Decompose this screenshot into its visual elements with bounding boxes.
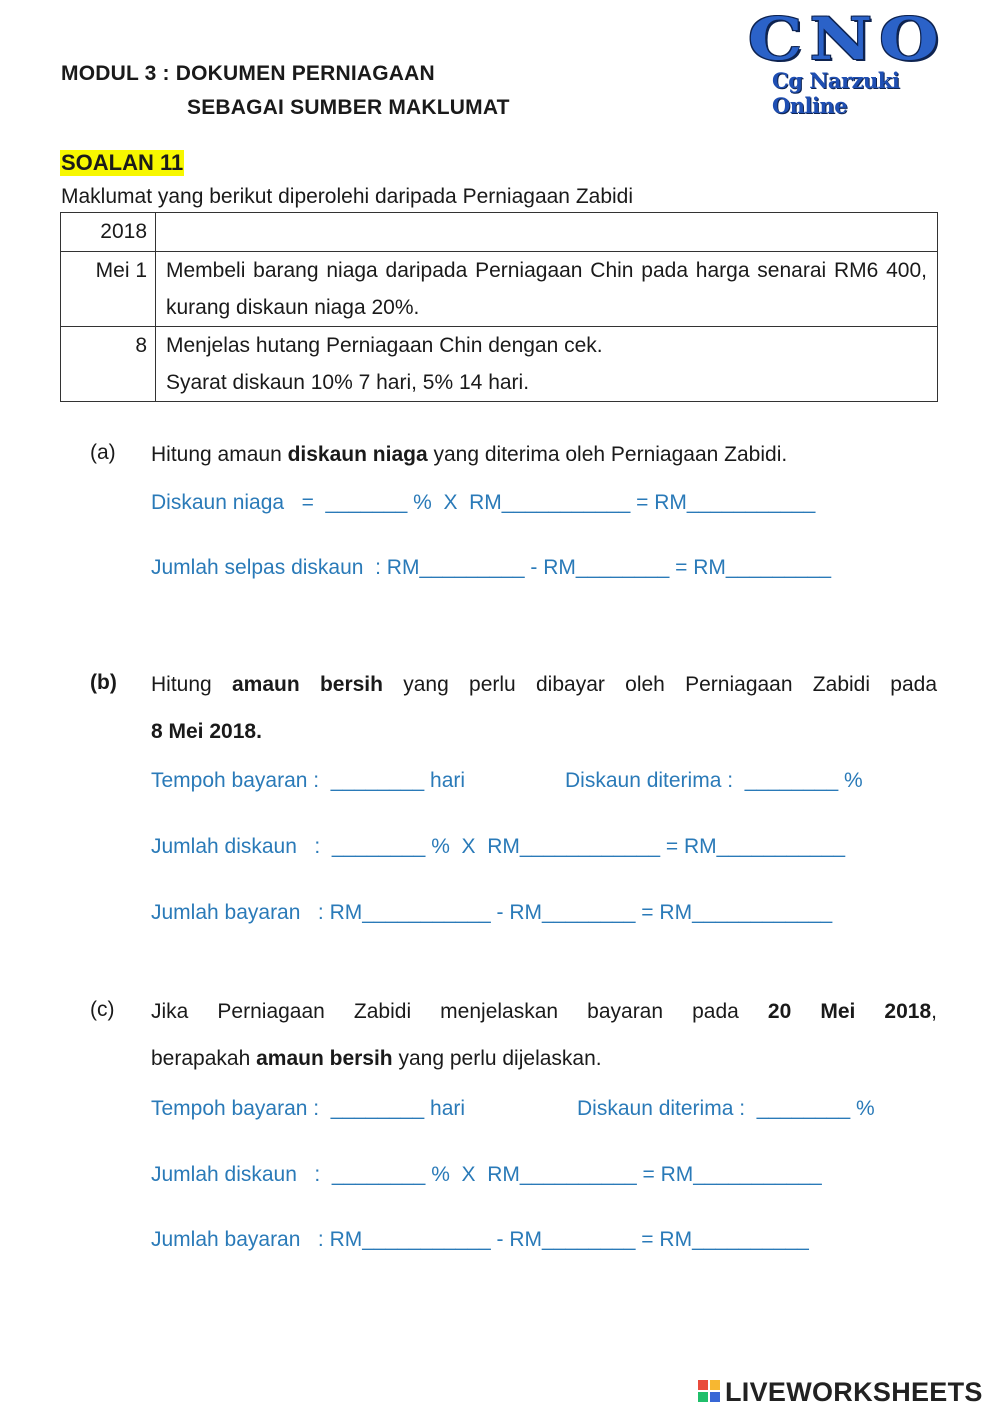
question-text: yang diterima oleh Perniagaan Zabidi. [427, 443, 788, 466]
question-text: yang perlu dibayar oleh Perniagaan Zabidi pada [382, 673, 937, 696]
discount-answer-line[interactable]: Diskaun niaga = _______ % X RM___________ = RM___________ [151, 491, 816, 514]
discount-received-line[interactable]: Diskaun diterima : ________ % [577, 1097, 875, 1120]
part-c-question [151, 998, 937, 1026]
total-payment-line[interactable]: Jumlah bayaran : RM___________ - RM________ = RM____________ [151, 901, 833, 924]
cno-logo [690, 5, 960, 118]
question-bold-text: 20 Mei 2018 [767, 1000, 932, 1023]
question-bold-text: amaun bersih [231, 673, 383, 696]
table-row [61, 252, 938, 327]
table-row [61, 327, 938, 402]
question-bold-text: diskaun niaga [287, 443, 428, 466]
module-title: MODUL 3 : DOKUMEN PERNIAGAAN [61, 62, 435, 85]
description-line: Syarat diskaun 10% 7 hari, 5% 14 hari. [166, 371, 530, 394]
description-cell [156, 327, 938, 402]
module-subtitle: SEBAGAI SUMBER MAKLUMAT [187, 96, 510, 119]
part-a-question [151, 441, 937, 469]
part-c-label: (c) [90, 998, 115, 1021]
part-b-question [151, 671, 937, 699]
question-text: yang perlu dijelaskan. [392, 1047, 602, 1070]
part-a-label: (a) [90, 441, 116, 464]
liveworksheets-icon [698, 1380, 722, 1404]
date-cell: Mei 1 [61, 252, 156, 327]
logo-subtitle: Cg Narzuki Online [772, 68, 900, 118]
question-text: Hitung [151, 673, 232, 696]
question-text: , [931, 1000, 937, 1023]
question-text: Jika Perniagaan Zabidi menjelaskan bayaran pada [151, 1000, 768, 1023]
empty-cell [156, 213, 938, 252]
transaction-table [60, 212, 938, 402]
question-text: berapakah [151, 1047, 257, 1070]
date-cell: 8 [61, 327, 156, 402]
question-bold-text: amaun bersih [256, 1047, 393, 1070]
question-intro: Maklumat yang berikut diperolehi daripada Perniagaan Zabidi [61, 185, 634, 208]
question-title: SOALAN 11 [61, 150, 184, 175]
part-b-date: 8 Mei 2018. [151, 720, 262, 743]
payment-period-line[interactable]: Tempoh bayaran : ________ hari [151, 1097, 466, 1120]
question-text: Hitung amaun [151, 443, 288, 466]
total-after-discount-line[interactable]: Jumlah selpas diskaun : RM_________ - RM________ = RM_________ [151, 556, 832, 579]
part-c-question-line2 [151, 1047, 602, 1071]
logo-mark: CNO [747, 5, 946, 73]
total-payment-line[interactable]: Jumlah bayaran : RM___________ - RM________ = RM__________ [151, 1228, 809, 1251]
liveworksheets-brand [698, 1377, 983, 1408]
part-b-label: (b) [90, 671, 117, 694]
description-cell: Membeli barang niaga daripada Perniagaan Chin pada harga senarai RM6 400, kurang diskaun niaga 20%. [156, 252, 938, 327]
description-line: Menjelas hutang Perniagaan Chin dengan cek. [166, 334, 603, 357]
year-cell: 2018 [61, 213, 156, 252]
table-row [61, 213, 938, 252]
payment-period-line[interactable]: Tempoh bayaran : ________ hari [151, 769, 466, 792]
total-discount-line[interactable]: Jumlah diskaun : ________ % X RM__________ = RM___________ [151, 1163, 822, 1186]
total-discount-line[interactable]: Jumlah diskaun : ________ % X RM____________ = RM___________ [151, 835, 846, 858]
brand-text: LIVEWORKSHEETS [725, 1377, 983, 1407]
discount-received-line[interactable]: Diskaun diterima : ________ % [565, 769, 863, 792]
